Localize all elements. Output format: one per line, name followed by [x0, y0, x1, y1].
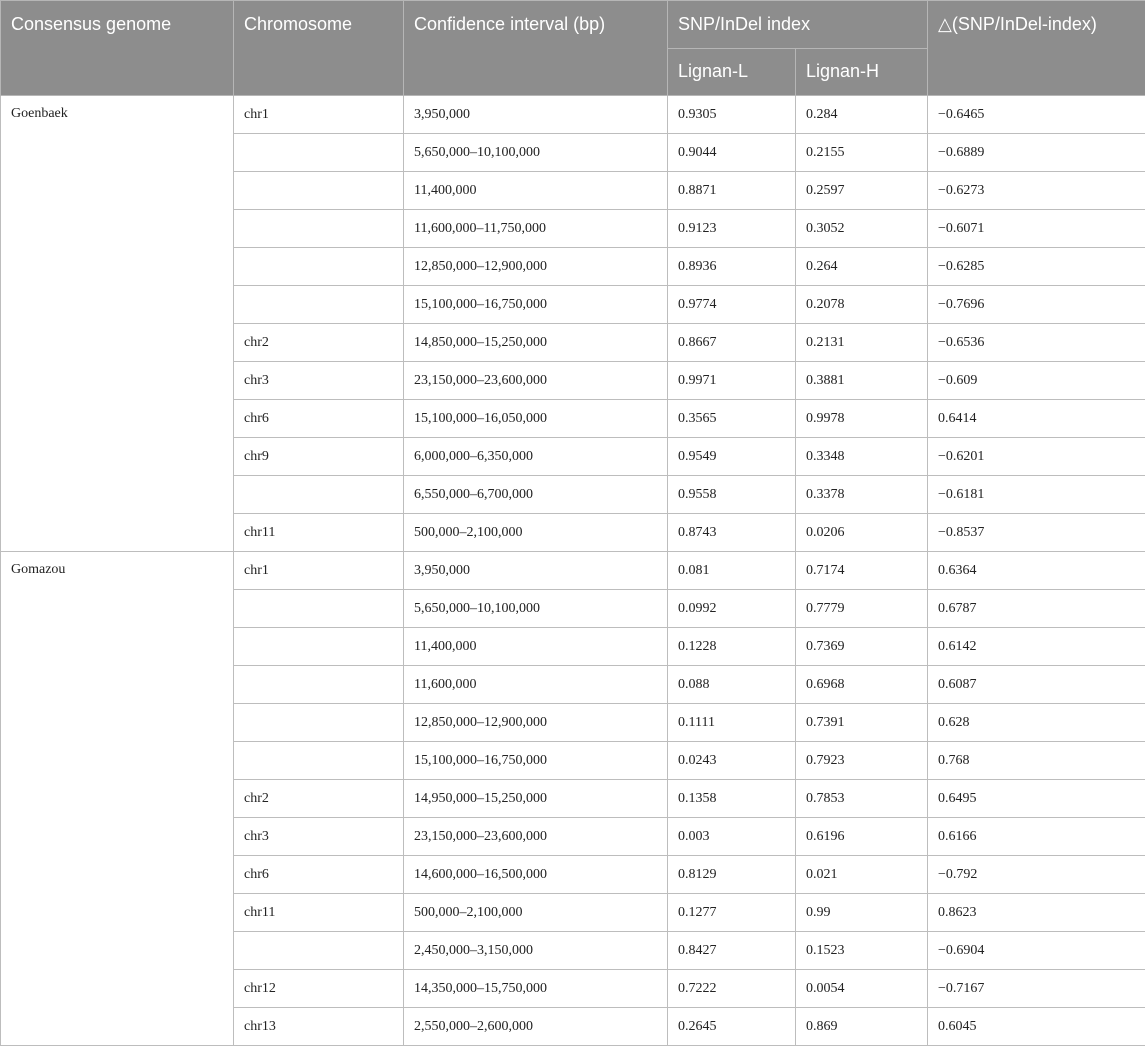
lignan-l-cell: 0.9305 — [668, 96, 796, 134]
lignan-h-cell: 0.6196 — [796, 818, 928, 856]
delta-snp-index-cell: −0.6536 — [928, 324, 1145, 362]
confidence-interval-cell: 15,100,000–16,750,000 — [404, 742, 668, 780]
lignan-h-cell: 0.7779 — [796, 590, 928, 628]
chromosome-cell: chr12 — [234, 970, 404, 1008]
confidence-interval-cell: 14,850,000–15,250,000 — [404, 324, 668, 362]
header-lignan-h: Lignan-H — [796, 49, 928, 96]
confidence-interval-cell: 500,000–2,100,000 — [404, 514, 668, 552]
header-confidence-interval: Confidence interval (bp) — [404, 1, 668, 96]
chromosome-cell: chr6 — [234, 856, 404, 894]
delta-snp-index-cell: −0.6465 — [928, 96, 1145, 134]
table-row — [1, 552, 1145, 590]
confidence-interval-cell: 3,950,000 — [404, 552, 668, 590]
chromosome-cell — [234, 172, 404, 210]
delta-snp-index-cell: −0.6273 — [928, 172, 1145, 210]
lignan-l-cell: 0.9123 — [668, 210, 796, 248]
lignan-l-cell: 0.0243 — [668, 742, 796, 780]
consensus-genome-cell: Goenbaek — [1, 96, 234, 552]
confidence-interval-cell: 11,400,000 — [404, 628, 668, 666]
confidence-interval-cell: 11,600,000–11,750,000 — [404, 210, 668, 248]
header-chromosome: Chromosome — [234, 1, 404, 96]
confidence-interval-cell: 12,850,000–12,900,000 — [404, 248, 668, 286]
lignan-l-cell: 0.9549 — [668, 438, 796, 476]
confidence-interval-cell: 2,550,000–2,600,000 — [404, 1008, 668, 1046]
lignan-h-cell: 0.0206 — [796, 514, 928, 552]
lignan-h-cell: 0.99 — [796, 894, 928, 932]
chromosome-cell: chr9 — [234, 438, 404, 476]
header-consensus-genome: Consensus genome — [1, 1, 234, 96]
header-lignan-l: Lignan-L — [668, 49, 796, 96]
confidence-interval-cell: 15,100,000–16,750,000 — [404, 286, 668, 324]
chromosome-cell — [234, 248, 404, 286]
chromosome-cell — [234, 476, 404, 514]
lignan-l-cell: 0.2645 — [668, 1008, 796, 1046]
lignan-l-cell: 0.8129 — [668, 856, 796, 894]
lignan-h-cell: 0.6968 — [796, 666, 928, 704]
header-snp-index: SNP/InDel index — [668, 1, 928, 49]
chromosome-cell: chr11 — [234, 894, 404, 932]
confidence-interval-cell: 15,100,000–16,050,000 — [404, 400, 668, 438]
confidence-interval-cell: 12,850,000–12,900,000 — [404, 704, 668, 742]
chromosome-cell — [234, 286, 404, 324]
lignan-h-cell: 0.2078 — [796, 286, 928, 324]
lignan-h-cell: 0.7391 — [796, 704, 928, 742]
confidence-interval-cell: 11,400,000 — [404, 172, 668, 210]
lignan-l-cell: 0.1111 — [668, 704, 796, 742]
confidence-interval-cell: 14,950,000–15,250,000 — [404, 780, 668, 818]
table-row — [1, 96, 1145, 134]
confidence-interval-cell: 3,950,000 — [404, 96, 668, 134]
lignan-h-cell: 0.021 — [796, 856, 928, 894]
confidence-interval-cell: 23,150,000–23,600,000 — [404, 362, 668, 400]
chromosome-cell: chr3 — [234, 362, 404, 400]
chromosome-cell: chr2 — [234, 324, 404, 362]
lignan-l-cell: 0.9774 — [668, 286, 796, 324]
lignan-l-cell: 0.9558 — [668, 476, 796, 514]
chromosome-cell — [234, 932, 404, 970]
lignan-l-cell: 0.3565 — [668, 400, 796, 438]
chromosome-cell — [234, 134, 404, 172]
lignan-l-cell: 0.8936 — [668, 248, 796, 286]
delta-snp-index-cell: 0.6364 — [928, 552, 1145, 590]
lignan-l-cell: 0.088 — [668, 666, 796, 704]
lignan-l-cell: 0.8667 — [668, 324, 796, 362]
delta-snp-index-cell: −0.7696 — [928, 286, 1145, 324]
lignan-l-cell: 0.8427 — [668, 932, 796, 970]
lignan-l-cell: 0.8871 — [668, 172, 796, 210]
delta-snp-index-cell: −0.6201 — [928, 438, 1145, 476]
chromosome-cell — [234, 704, 404, 742]
delta-snp-index-cell: −0.609 — [928, 362, 1145, 400]
confidence-interval-cell: 14,600,000–16,500,000 — [404, 856, 668, 894]
chromosome-cell — [234, 590, 404, 628]
chromosome-cell: chr3 — [234, 818, 404, 856]
lignan-h-cell: 0.2131 — [796, 324, 928, 362]
chromosome-cell: chr6 — [234, 400, 404, 438]
delta-snp-index-cell: −0.792 — [928, 856, 1145, 894]
delta-snp-index-cell: 0.8623 — [928, 894, 1145, 932]
table-header — [1, 1, 1145, 96]
chromosome-cell — [234, 210, 404, 248]
lignan-h-cell: 0.2597 — [796, 172, 928, 210]
lignan-h-cell: 0.264 — [796, 248, 928, 286]
lignan-h-cell: 0.7923 — [796, 742, 928, 780]
lignan-l-cell: 0.0992 — [668, 590, 796, 628]
confidence-interval-cell: 14,350,000–15,750,000 — [404, 970, 668, 1008]
lignan-h-cell: 0.7369 — [796, 628, 928, 666]
lignan-h-cell: 0.2155 — [796, 134, 928, 172]
delta-snp-index-cell: −0.6181 — [928, 476, 1145, 514]
lignan-h-cell: 0.0054 — [796, 970, 928, 1008]
delta-snp-index-cell: 0.768 — [928, 742, 1145, 780]
delta-snp-index-cell: −0.8537 — [928, 514, 1145, 552]
confidence-interval-cell: 6,000,000–6,350,000 — [404, 438, 668, 476]
chromosome-cell — [234, 628, 404, 666]
lignan-l-cell: 0.9971 — [668, 362, 796, 400]
delta-snp-index-cell: 0.6787 — [928, 590, 1145, 628]
lignan-l-cell: 0.1228 — [668, 628, 796, 666]
lignan-h-cell: 0.869 — [796, 1008, 928, 1046]
confidence-interval-cell: 5,650,000–10,100,000 — [404, 134, 668, 172]
delta-snp-index-cell: −0.6889 — [928, 134, 1145, 172]
lignan-l-cell: 0.1277 — [668, 894, 796, 932]
lignan-l-cell: 0.9044 — [668, 134, 796, 172]
chromosome-cell: chr11 — [234, 514, 404, 552]
lignan-l-cell: 0.003 — [668, 818, 796, 856]
lignan-h-cell: 0.3881 — [796, 362, 928, 400]
delta-snp-index-cell: 0.6166 — [928, 818, 1145, 856]
lignan-h-cell: 0.9978 — [796, 400, 928, 438]
lignan-h-cell: 0.3378 — [796, 476, 928, 514]
delta-snp-index-cell: 0.6087 — [928, 666, 1145, 704]
consensus-genome-cell: Gomazou — [1, 552, 234, 1046]
lignan-l-cell: 0.1358 — [668, 780, 796, 818]
confidence-interval-cell: 6,550,000–6,700,000 — [404, 476, 668, 514]
confidence-interval-cell: 23,150,000–23,600,000 — [404, 818, 668, 856]
confidence-interval-cell: 2,450,000–3,150,000 — [404, 932, 668, 970]
delta-snp-index-cell: −0.7167 — [928, 970, 1145, 1008]
confidence-interval-cell: 11,600,000 — [404, 666, 668, 704]
chromosome-cell: chr1 — [234, 552, 404, 590]
lignan-h-cell: 0.284 — [796, 96, 928, 134]
lignan-l-cell: 0.7222 — [668, 970, 796, 1008]
delta-snp-index-cell: 0.6414 — [928, 400, 1145, 438]
delta-snp-index-cell: 0.628 — [928, 704, 1145, 742]
lignan-h-cell: 0.7853 — [796, 780, 928, 818]
chromosome-cell: chr13 — [234, 1008, 404, 1046]
lignan-h-cell: 0.3052 — [796, 210, 928, 248]
header-delta-snp-index: △(SNP/InDel-index) — [928, 1, 1145, 96]
chromosome-cell: chr2 — [234, 780, 404, 818]
chromosome-cell: chr1 — [234, 96, 404, 134]
lignan-l-cell: 0.081 — [668, 552, 796, 590]
delta-snp-index-cell: 0.6495 — [928, 780, 1145, 818]
chromosome-cell — [234, 742, 404, 780]
confidence-interval-cell: 500,000–2,100,000 — [404, 894, 668, 932]
lignan-h-cell: 0.3348 — [796, 438, 928, 476]
lignan-l-cell: 0.8743 — [668, 514, 796, 552]
delta-snp-index-cell: −0.6904 — [928, 932, 1145, 970]
lignan-h-cell: 0.1523 — [796, 932, 928, 970]
confidence-interval-cell: 5,650,000–10,100,000 — [404, 590, 668, 628]
delta-snp-index-cell: −0.6071 — [928, 210, 1145, 248]
delta-snp-index-cell: −0.6285 — [928, 248, 1145, 286]
table-body — [1, 96, 1145, 1046]
delta-snp-index-cell: 0.6142 — [928, 628, 1145, 666]
chromosome-cell — [234, 666, 404, 704]
delta-snp-index-cell: 0.6045 — [928, 1008, 1145, 1046]
lignan-h-cell: 0.7174 — [796, 552, 928, 590]
